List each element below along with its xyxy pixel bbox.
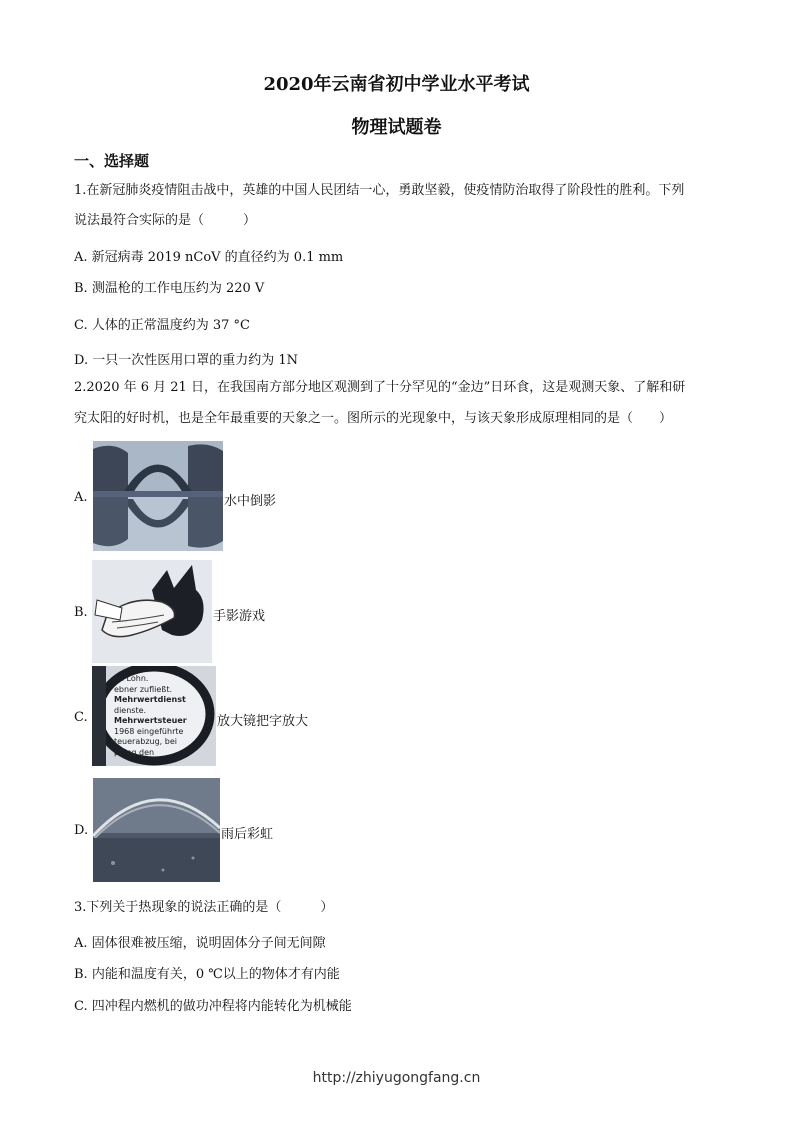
question-2-option-b-letter: B. bbox=[74, 605, 88, 620]
question-2-stem-line-2: 究太阳的好时机，也是全年最重要的天象之一。图所示的光现象中，与该天象形成原理相同的是（ ） bbox=[74, 411, 673, 426]
magnifier-text-line: pfling den bbox=[114, 747, 155, 757]
question-2-stem-line-1: 2.2020 年 6 月 21 日，在我国南方部分地区观测到了十分罕见的“金边”日环食，这是观测天象、了解和研 bbox=[74, 380, 686, 395]
magnifier-text-line: Mehrwertdienst bbox=[114, 695, 186, 704]
question-2-option-d-caption: 雨后彩虹 bbox=[221, 827, 274, 842]
magnifier-text-line: dienste. bbox=[114, 705, 147, 715]
question-1-option-b: B. 测温枪的工作电压约为 220 V bbox=[74, 281, 265, 296]
page-title: 2020年云南省初中学业水平考试 bbox=[263, 74, 530, 95]
question-2-option-b-caption: 手影游戏 bbox=[213, 609, 266, 624]
question-2-option-c-letter: C. bbox=[74, 710, 88, 725]
question-2-option-d-letter: D. bbox=[74, 823, 89, 838]
magnifier-text-line: Mehrwertsteuer bbox=[114, 716, 187, 725]
question-1-option-c: C. 人体的正常温度约为 37 °C bbox=[74, 318, 251, 333]
page-subtitle: 物理试题卷 bbox=[351, 117, 442, 138]
magnifier-photo bbox=[92, 666, 216, 766]
question-3-stem: 3.下列关于热现象的说法正确的是（ ） bbox=[74, 900, 334, 915]
hand-shadow-photo bbox=[92, 560, 212, 663]
section-heading: 一、选择题 bbox=[74, 152, 150, 170]
water-reflection-photo bbox=[93, 441, 223, 551]
question-1-option-d: D. 一只一次性医用口罩的重力约为 1N bbox=[74, 353, 299, 368]
question-2-option-a-caption: 水中倒影 bbox=[224, 494, 277, 509]
question-3-option-b: B. 内能和温度有关，0 ℃以上的物体才有内能 bbox=[74, 967, 340, 982]
question-2-option-c-caption: 放大镜把字放大 bbox=[217, 714, 309, 729]
question-1-stem-line-1: 1.在新冠肺炎疫情阻击战中，英雄的中国人民团结一心，勇敢坚毅，使疫情防治取得了阶段性的胜利。下列 bbox=[74, 183, 685, 198]
question-3-option-a: A. 固体很难被压缩，说明固体分子间无间隙 bbox=[74, 936, 326, 951]
rainbow-photo bbox=[93, 778, 220, 882]
magnifier-text-line: en Lohn. bbox=[114, 674, 149, 683]
question-3-option-c: C. 四冲程内燃机的做功冲程将内能转化为机械能 bbox=[74, 999, 352, 1014]
magnifier-text-line: teuerabzug, bei bbox=[114, 737, 177, 746]
question-1-stem-line-2: 说法最符合实际的是（ ） bbox=[74, 213, 257, 228]
footer-url: http://zhiyugongfang.cn bbox=[312, 1070, 481, 1086]
magnifier-text-line: ebner zufließt. bbox=[114, 684, 172, 694]
question-1-option-a: A. 新冠病毒 2019 nCoV 的直径约为 0.1 mm bbox=[74, 250, 344, 265]
question-2-option-a-letter: A. bbox=[74, 490, 88, 505]
magnifier-text-line: 1968 eingeführte bbox=[114, 726, 184, 736]
